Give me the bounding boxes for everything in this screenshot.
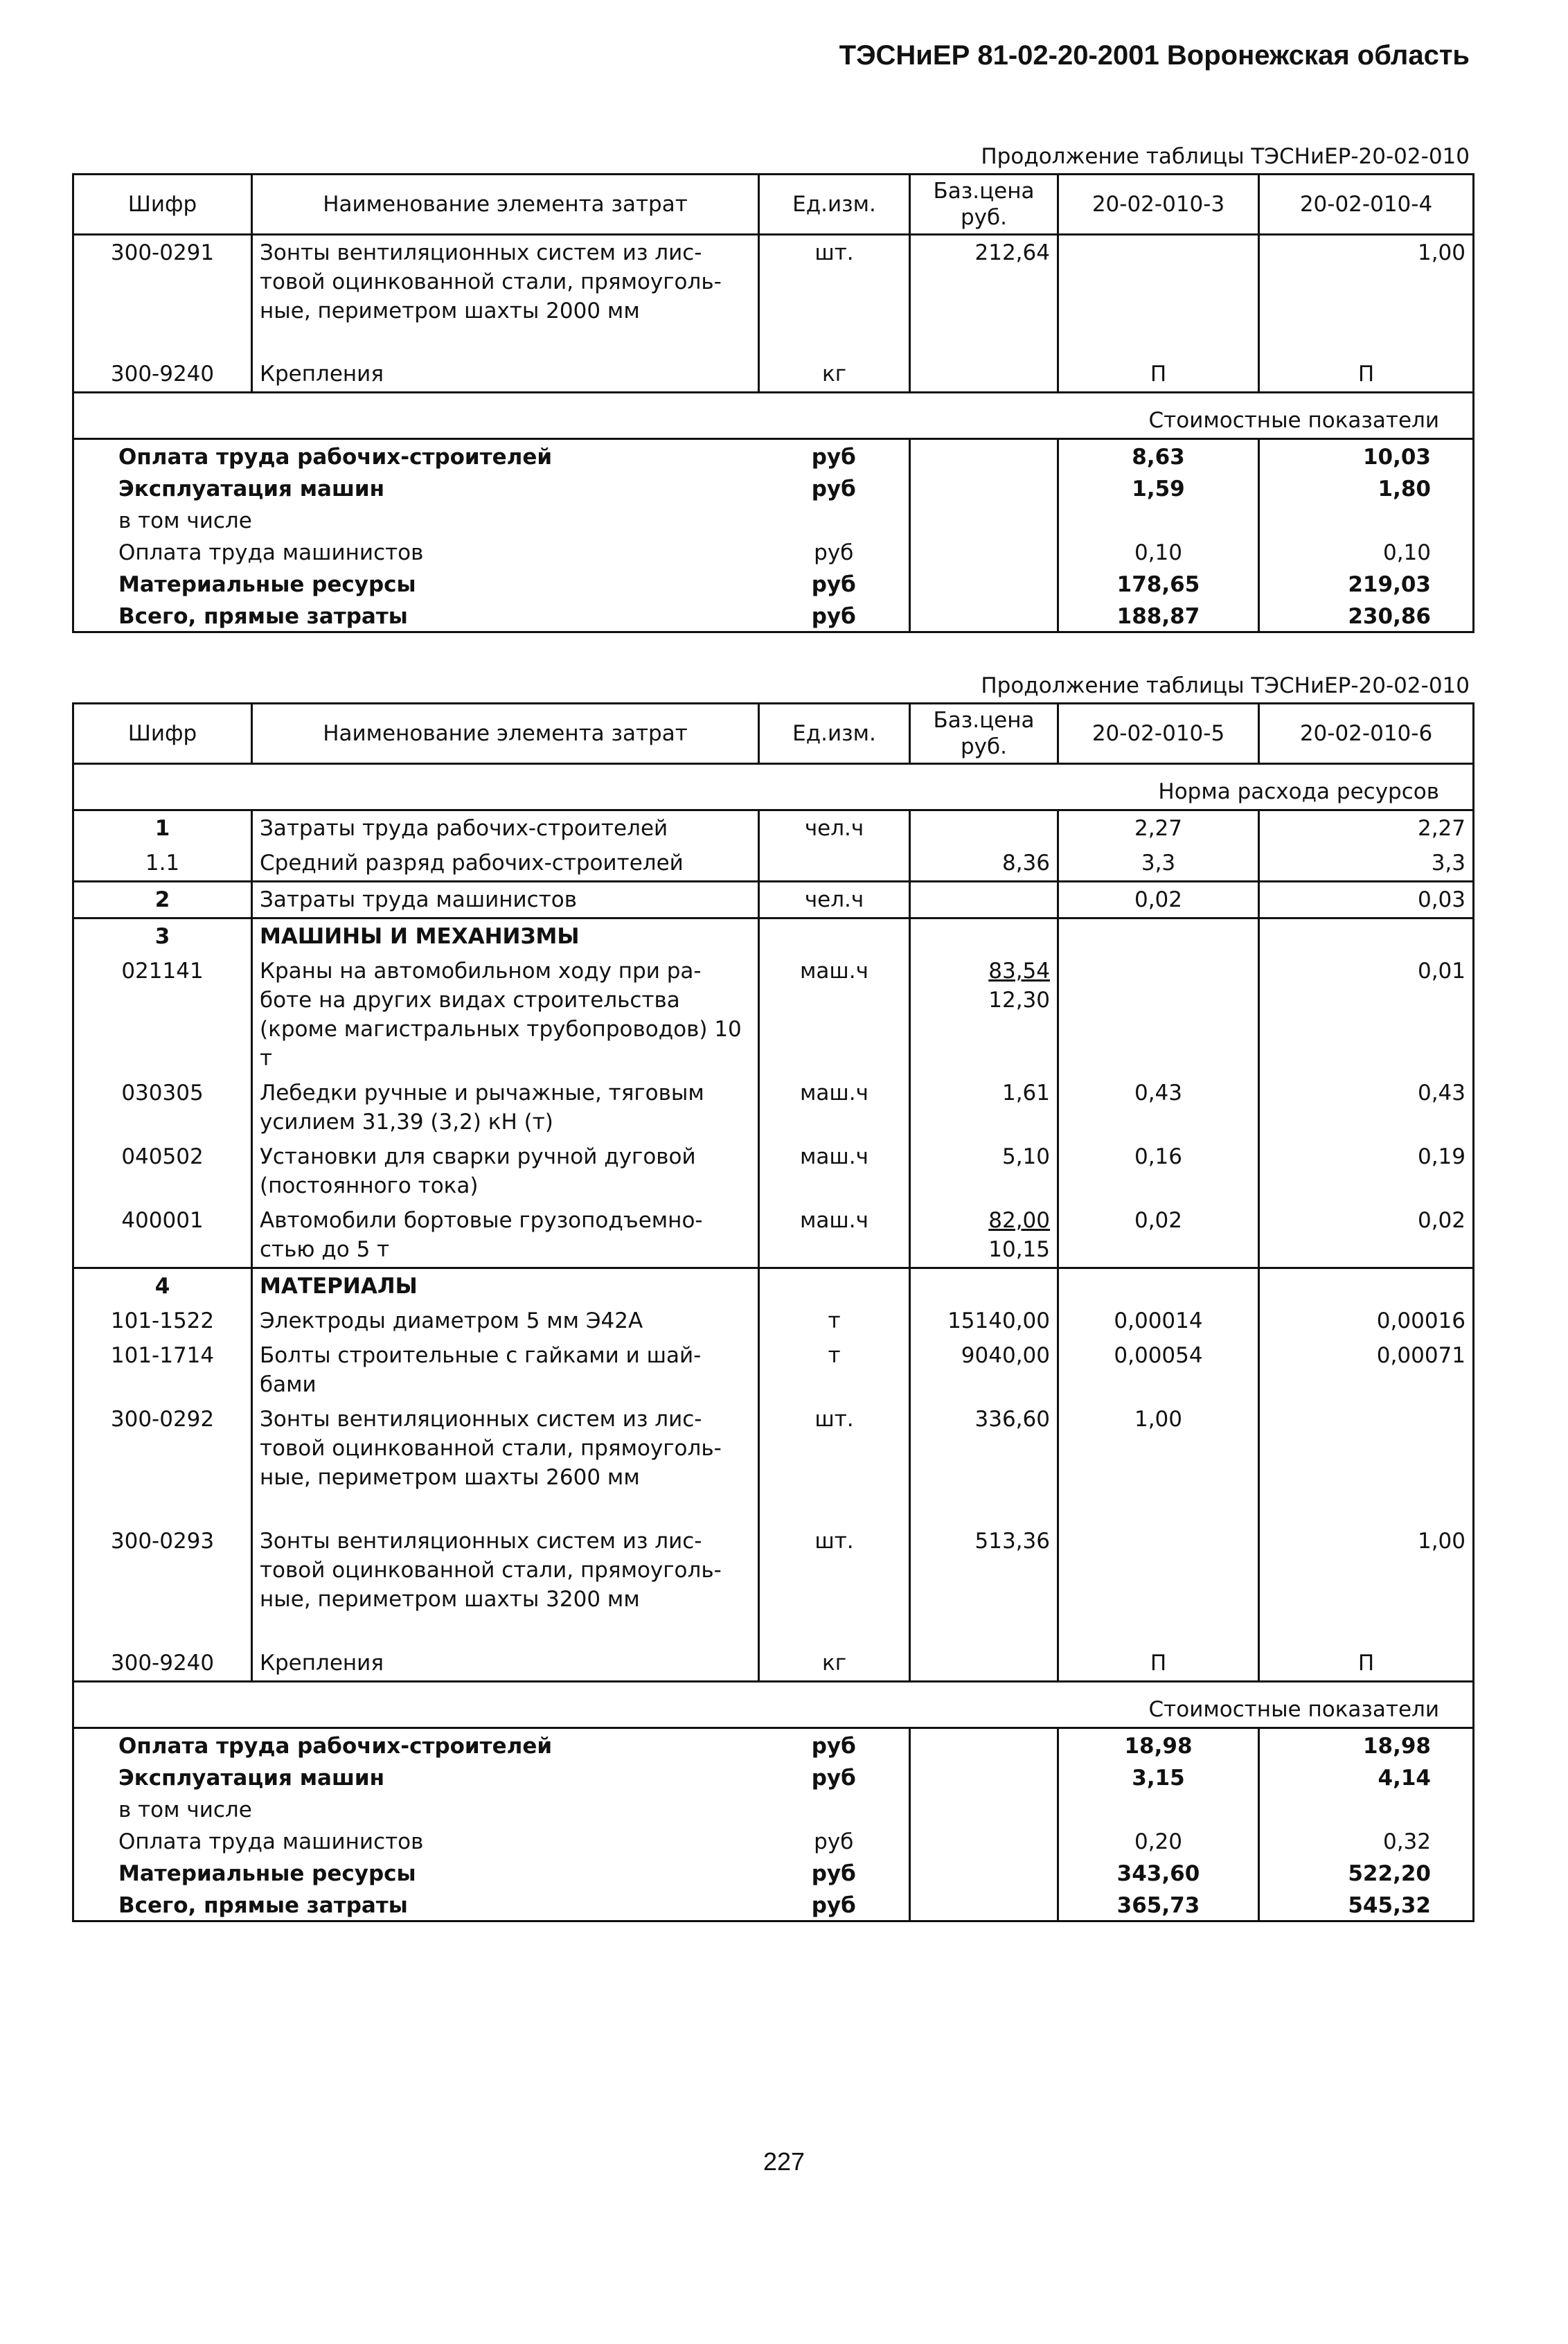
cost-row [73, 504, 1474, 535]
header-name: Наименование элемента затрат [252, 175, 759, 235]
cost-unit: руб [759, 535, 910, 567]
row-unit: т [759, 1338, 910, 1402]
row-price-value: 9040,00 [961, 1343, 1050, 1368]
row-value-2: 0,01 [1259, 954, 1474, 1076]
cost-value-1: 0,20 [1058, 1824, 1259, 1856]
cost-value-1: 3,15 [1058, 1761, 1259, 1793]
table1-caption: Продолжение таблицы ТЭСНиЕР-20-02-010 [981, 144, 1470, 169]
row-value-1: 3,3 [1058, 846, 1259, 882]
row-code: 101-1714 [73, 1338, 252, 1402]
table-row [73, 1268, 1474, 1304]
row-value-2 [1259, 918, 1474, 955]
cost-price [910, 438, 1058, 472]
cost-price [910, 1793, 1058, 1824]
row-value-2: П [1259, 357, 1474, 393]
row-price [910, 1268, 1058, 1304]
table-row [73, 1402, 1474, 1524]
row-code: 300-0293 [73, 1524, 252, 1646]
row-name: Установки для сварки ручной дуговой (постоянного тока) [252, 1139, 759, 1203]
row-unit: маш.ч [759, 1076, 910, 1139]
row-price-value: 336,60 [974, 1407, 1050, 1432]
cost-value-1: 1,59 [1058, 472, 1259, 504]
table2-cost-subheader [73, 1682, 1474, 1728]
row-unit [759, 918, 910, 955]
row-name: Крепления [252, 1646, 759, 1682]
row-code: 300-9240 [73, 357, 252, 393]
cost-unit: руб [759, 1888, 910, 1921]
row-value-1: П [1058, 357, 1259, 393]
row-code: 101-1522 [73, 1304, 252, 1338]
table-row [73, 954, 1474, 1076]
table2 [72, 702, 1475, 1922]
row-value-2: 0,03 [1259, 882, 1474, 918]
cost-label: Всего, прямые затраты [73, 1888, 759, 1921]
cost-unit: руб [759, 1761, 910, 1793]
cost-value-1: 365,73 [1058, 1888, 1259, 1921]
row-code: 4 [73, 1268, 252, 1304]
row-price [910, 1203, 1058, 1268]
row-value-2: 3,3 [1259, 846, 1474, 882]
row-name: Зонты вентиляционных систем из лис-товой оцинкованной стали, прямоуголь-ные, периметром шахты 3200 мм [252, 1524, 759, 1646]
row-value-1: 0,16 [1058, 1139, 1259, 1203]
table2-norm-subheader [73, 764, 1474, 810]
cost-value-2: 545,32 [1259, 1888, 1474, 1921]
cost-row [73, 1761, 1474, 1793]
cost-value-1: 188,87 [1058, 599, 1259, 632]
row-value-1: 0,00014 [1058, 1304, 1259, 1338]
table-row [73, 882, 1474, 918]
row-code: 021141 [73, 954, 252, 1076]
row-unit: маш.ч [759, 954, 910, 1076]
cost-value-1: 343,60 [1058, 1856, 1259, 1888]
row-name: Средний разряд рабочих-строителей [252, 846, 759, 882]
cost-unit: руб [759, 438, 910, 472]
header-row [73, 175, 1474, 235]
row-value-2: 0,43 [1259, 1076, 1474, 1139]
cost-price [910, 472, 1058, 504]
row-name: МАШИНЫ И МЕХАНИЗМЫ [252, 918, 759, 955]
table-row [73, 846, 1474, 882]
cost-value-1: 8,63 [1058, 438, 1259, 472]
cost-row [73, 1728, 1474, 1761]
row-unit: шт. [759, 1402, 910, 1524]
row-value-2: 2,27 [1259, 810, 1474, 846]
row-price-value: 82,00 [988, 1208, 1050, 1233]
row-code: 300-9240 [73, 1646, 252, 1682]
row-name: Затраты труда машинистов [252, 882, 759, 918]
row-unit: кг [759, 357, 910, 393]
row-code: 400001 [73, 1203, 252, 1268]
cost-unit: руб [759, 599, 910, 632]
row-value-1: 2,27 [1058, 810, 1259, 846]
cost-price [910, 1761, 1058, 1793]
row-unit: чел.ч [759, 882, 910, 918]
header-name: Наименование элемента затрат [252, 704, 759, 764]
cost-value-2: 1,80 [1259, 472, 1474, 504]
row-price-value: 8,36 [1001, 851, 1050, 876]
row-unit: шт. [759, 235, 910, 357]
table2-caption: Продолжение таблицы ТЭСНиЕР-20-02-010 [981, 673, 1470, 698]
cost-row [73, 1793, 1474, 1824]
row-price [910, 810, 1058, 846]
row-value-1: 0,43 [1058, 1076, 1259, 1139]
table1-subheader-label: Стоимостные показатели [73, 392, 1474, 438]
table-row [73, 1338, 1474, 1402]
row-name: Болты строительные с гайками и шай-бами [252, 1338, 759, 1402]
cost-row [73, 535, 1474, 567]
header-unit: Ед.изм. [759, 704, 910, 764]
row-name: Зонты вентиляционных систем из лис-товой оцинкованной стали, прямоуголь-ные, периметром шахты 2600 мм [252, 1402, 759, 1524]
row-name: МАТЕРИАЛЫ [252, 1268, 759, 1304]
row-name: Крепления [252, 357, 759, 393]
row-unit [759, 846, 910, 882]
row-code: 3 [73, 918, 252, 955]
row-value-1: 1,00 [1058, 1402, 1259, 1524]
header-price: Баз.цена руб. [910, 175, 1058, 235]
page-number: 227 [763, 2147, 805, 2176]
row-unit [759, 1268, 910, 1304]
table-row [73, 1203, 1474, 1268]
cost-label: Оплата труда машинистов [73, 1824, 759, 1856]
header-code: Шифр [73, 175, 252, 235]
cost-unit: руб [759, 1856, 910, 1888]
cost-label: Оплата труда машинистов [73, 535, 759, 567]
cost-price [910, 504, 1058, 535]
row-unit: маш.ч [759, 1203, 910, 1268]
row-code: 030305 [73, 1076, 252, 1139]
table-row [73, 1076, 1474, 1139]
cost-label: в том числе [73, 1793, 759, 1824]
cost-value-1: 178,65 [1058, 567, 1259, 599]
row-value-2: 1,00 [1259, 235, 1474, 357]
cost-value-2: 4,14 [1259, 1761, 1474, 1793]
cost-price [910, 567, 1058, 599]
cost-value-1: 0,10 [1058, 535, 1259, 567]
row-code: 1.1 [73, 846, 252, 882]
cost-price [910, 535, 1058, 567]
table-row [73, 1304, 1474, 1338]
row-unit: маш.ч [759, 1139, 910, 1203]
row-value-2: 0,00016 [1259, 1304, 1474, 1338]
row-unit: чел.ч [759, 810, 910, 846]
cost-unit: руб [759, 472, 910, 504]
table-row [73, 1139, 1474, 1203]
row-price-value: 1,61 [1001, 1081, 1050, 1106]
table-row [73, 918, 1474, 955]
row-value-1: 0,02 [1058, 1203, 1259, 1268]
row-value-2: 1,00 [1259, 1524, 1474, 1646]
row-name: Зонты вентиляционных систем из лис-товой оцинкованной стали, прямоуголь-ные, периметром шахты 2000 мм [252, 235, 759, 357]
cost-label: Материальные ресурсы [73, 1856, 759, 1888]
cost-value-2 [1259, 504, 1474, 535]
row-name: Краны на автомобильном ходу при ра-боте на других видах строительства (кроме магистральных трубопроводов) 10 т [252, 954, 759, 1076]
cost-price [910, 1824, 1058, 1856]
table-row [73, 357, 1474, 393]
cost-value-1 [1058, 1793, 1259, 1824]
cost-row [73, 438, 1474, 472]
row-value-2 [1259, 1402, 1474, 1524]
cost-row [73, 1888, 1474, 1921]
row-price [910, 846, 1058, 882]
table-row [73, 1646, 1474, 1682]
cost-unit [759, 504, 910, 535]
row-unit: шт. [759, 1524, 910, 1646]
table2-cost-subheader-label: Стоимостные показатели [73, 1682, 1474, 1728]
table1-subheader [73, 392, 1474, 438]
row-price [910, 918, 1058, 955]
cost-value-2: 0,10 [1259, 535, 1474, 567]
header-row [73, 704, 1474, 764]
header-code: Шифр [73, 704, 252, 764]
cost-label: Оплата труда рабочих-строителей [73, 438, 759, 472]
cost-unit [759, 1793, 910, 1824]
cost-label: Эксплуатация машин [73, 1761, 759, 1793]
table-row [73, 810, 1474, 846]
row-value-1 [1058, 1268, 1259, 1304]
cost-row [73, 1824, 1474, 1856]
header-col-2: 20-02-010-6 [1259, 704, 1474, 764]
row-price [910, 954, 1058, 1076]
cost-label: Всего, прямые затраты [73, 599, 759, 632]
cost-price [910, 1888, 1058, 1921]
row-value-1 [1058, 235, 1259, 357]
row-value-1 [1058, 954, 1259, 1076]
cost-row [73, 1856, 1474, 1888]
row-price [910, 1646, 1058, 1682]
table-row [73, 235, 1474, 357]
row-code: 040502 [73, 1139, 252, 1203]
cost-unit: руб [759, 1728, 910, 1761]
cost-value-2: 10,03 [1259, 438, 1474, 472]
cost-price [910, 1856, 1058, 1888]
row-unit: т [759, 1304, 910, 1338]
cost-price [910, 1728, 1058, 1761]
row-price [910, 882, 1058, 918]
row-price-value: 5,10 [1001, 1144, 1050, 1169]
row-value-1 [1058, 1524, 1259, 1646]
cost-value-1: 18,98 [1058, 1728, 1259, 1761]
table-row [73, 1524, 1474, 1646]
header-col-1: 20-02-010-5 [1058, 704, 1259, 764]
cost-value-2: 230,86 [1259, 599, 1474, 632]
cost-value-1 [1058, 504, 1259, 535]
row-value-2: 0,19 [1259, 1139, 1474, 1203]
row-price-second: 10,15 [988, 1237, 1050, 1262]
row-price-value: 212,64 [974, 240, 1050, 265]
row-code: 300-0291 [73, 235, 252, 357]
header-col-2: 20-02-010-4 [1259, 175, 1474, 235]
row-code: 1 [73, 810, 252, 846]
cost-value-2: 0,32 [1259, 1824, 1474, 1856]
row-name: Затраты труда рабочих-строителей [252, 810, 759, 846]
row-value-1: 0,02 [1058, 882, 1259, 918]
row-price [910, 1304, 1058, 1338]
header-price: Баз.цена руб. [910, 704, 1058, 764]
row-price [910, 1524, 1058, 1646]
cost-row [73, 472, 1474, 504]
row-unit: кг [759, 1646, 910, 1682]
row-price [910, 235, 1058, 357]
document-header-title: ТЭСНиЕР 81-02-20-2001 Воронежская область [839, 40, 1470, 71]
cost-value-2: 18,98 [1259, 1728, 1474, 1761]
row-price [910, 357, 1058, 393]
row-value-1: П [1058, 1646, 1259, 1682]
row-name: Лебедки ручные и рычажные, тяговым усилием 31,39 (3,2) кН (т) [252, 1076, 759, 1139]
row-code: 2 [73, 882, 252, 918]
row-name: Электроды диаметром 5 мм Э42А [252, 1304, 759, 1338]
cost-label: Эксплуатация машин [73, 472, 759, 504]
cost-price [910, 599, 1058, 632]
cost-value-2 [1259, 1793, 1474, 1824]
row-value-2 [1259, 1268, 1474, 1304]
table2-norm-subheader-label: Норма расхода ресурсов [73, 764, 1474, 810]
header-col-1: 20-02-010-3 [1058, 175, 1259, 235]
row-price-value: 513,36 [974, 1529, 1050, 1554]
cost-label: Материальные ресурсы [73, 567, 759, 599]
cost-label: Оплата труда рабочих-строителей [73, 1728, 759, 1761]
row-price-second: 12,30 [988, 988, 1050, 1013]
row-value-2: 0,02 [1259, 1203, 1474, 1268]
row-price [910, 1139, 1058, 1203]
row-value-2: 0,00071 [1259, 1338, 1474, 1402]
row-name: Автомобили бортовые грузоподъемно-стью до 5 т [252, 1203, 759, 1268]
row-price-value: 83,54 [988, 959, 1050, 984]
cost-value-2: 522,20 [1259, 1856, 1474, 1888]
row-price [910, 1402, 1058, 1524]
row-value-2: П [1259, 1646, 1474, 1682]
row-price-value: 15140,00 [947, 1308, 1050, 1333]
row-price [910, 1076, 1058, 1139]
row-value-1: 0,00054 [1058, 1338, 1259, 1402]
cost-row [73, 599, 1474, 632]
header-unit: Ед.изм. [759, 175, 910, 235]
cost-row [73, 567, 1474, 599]
row-value-1 [1058, 918, 1259, 955]
row-price [910, 1338, 1058, 1402]
cost-label: в том числе [73, 504, 759, 535]
cost-unit: руб [759, 1824, 910, 1856]
row-code: 300-0292 [73, 1402, 252, 1524]
cost-value-2: 219,03 [1259, 567, 1474, 599]
table1 [72, 173, 1475, 633]
cost-unit: руб [759, 567, 910, 599]
